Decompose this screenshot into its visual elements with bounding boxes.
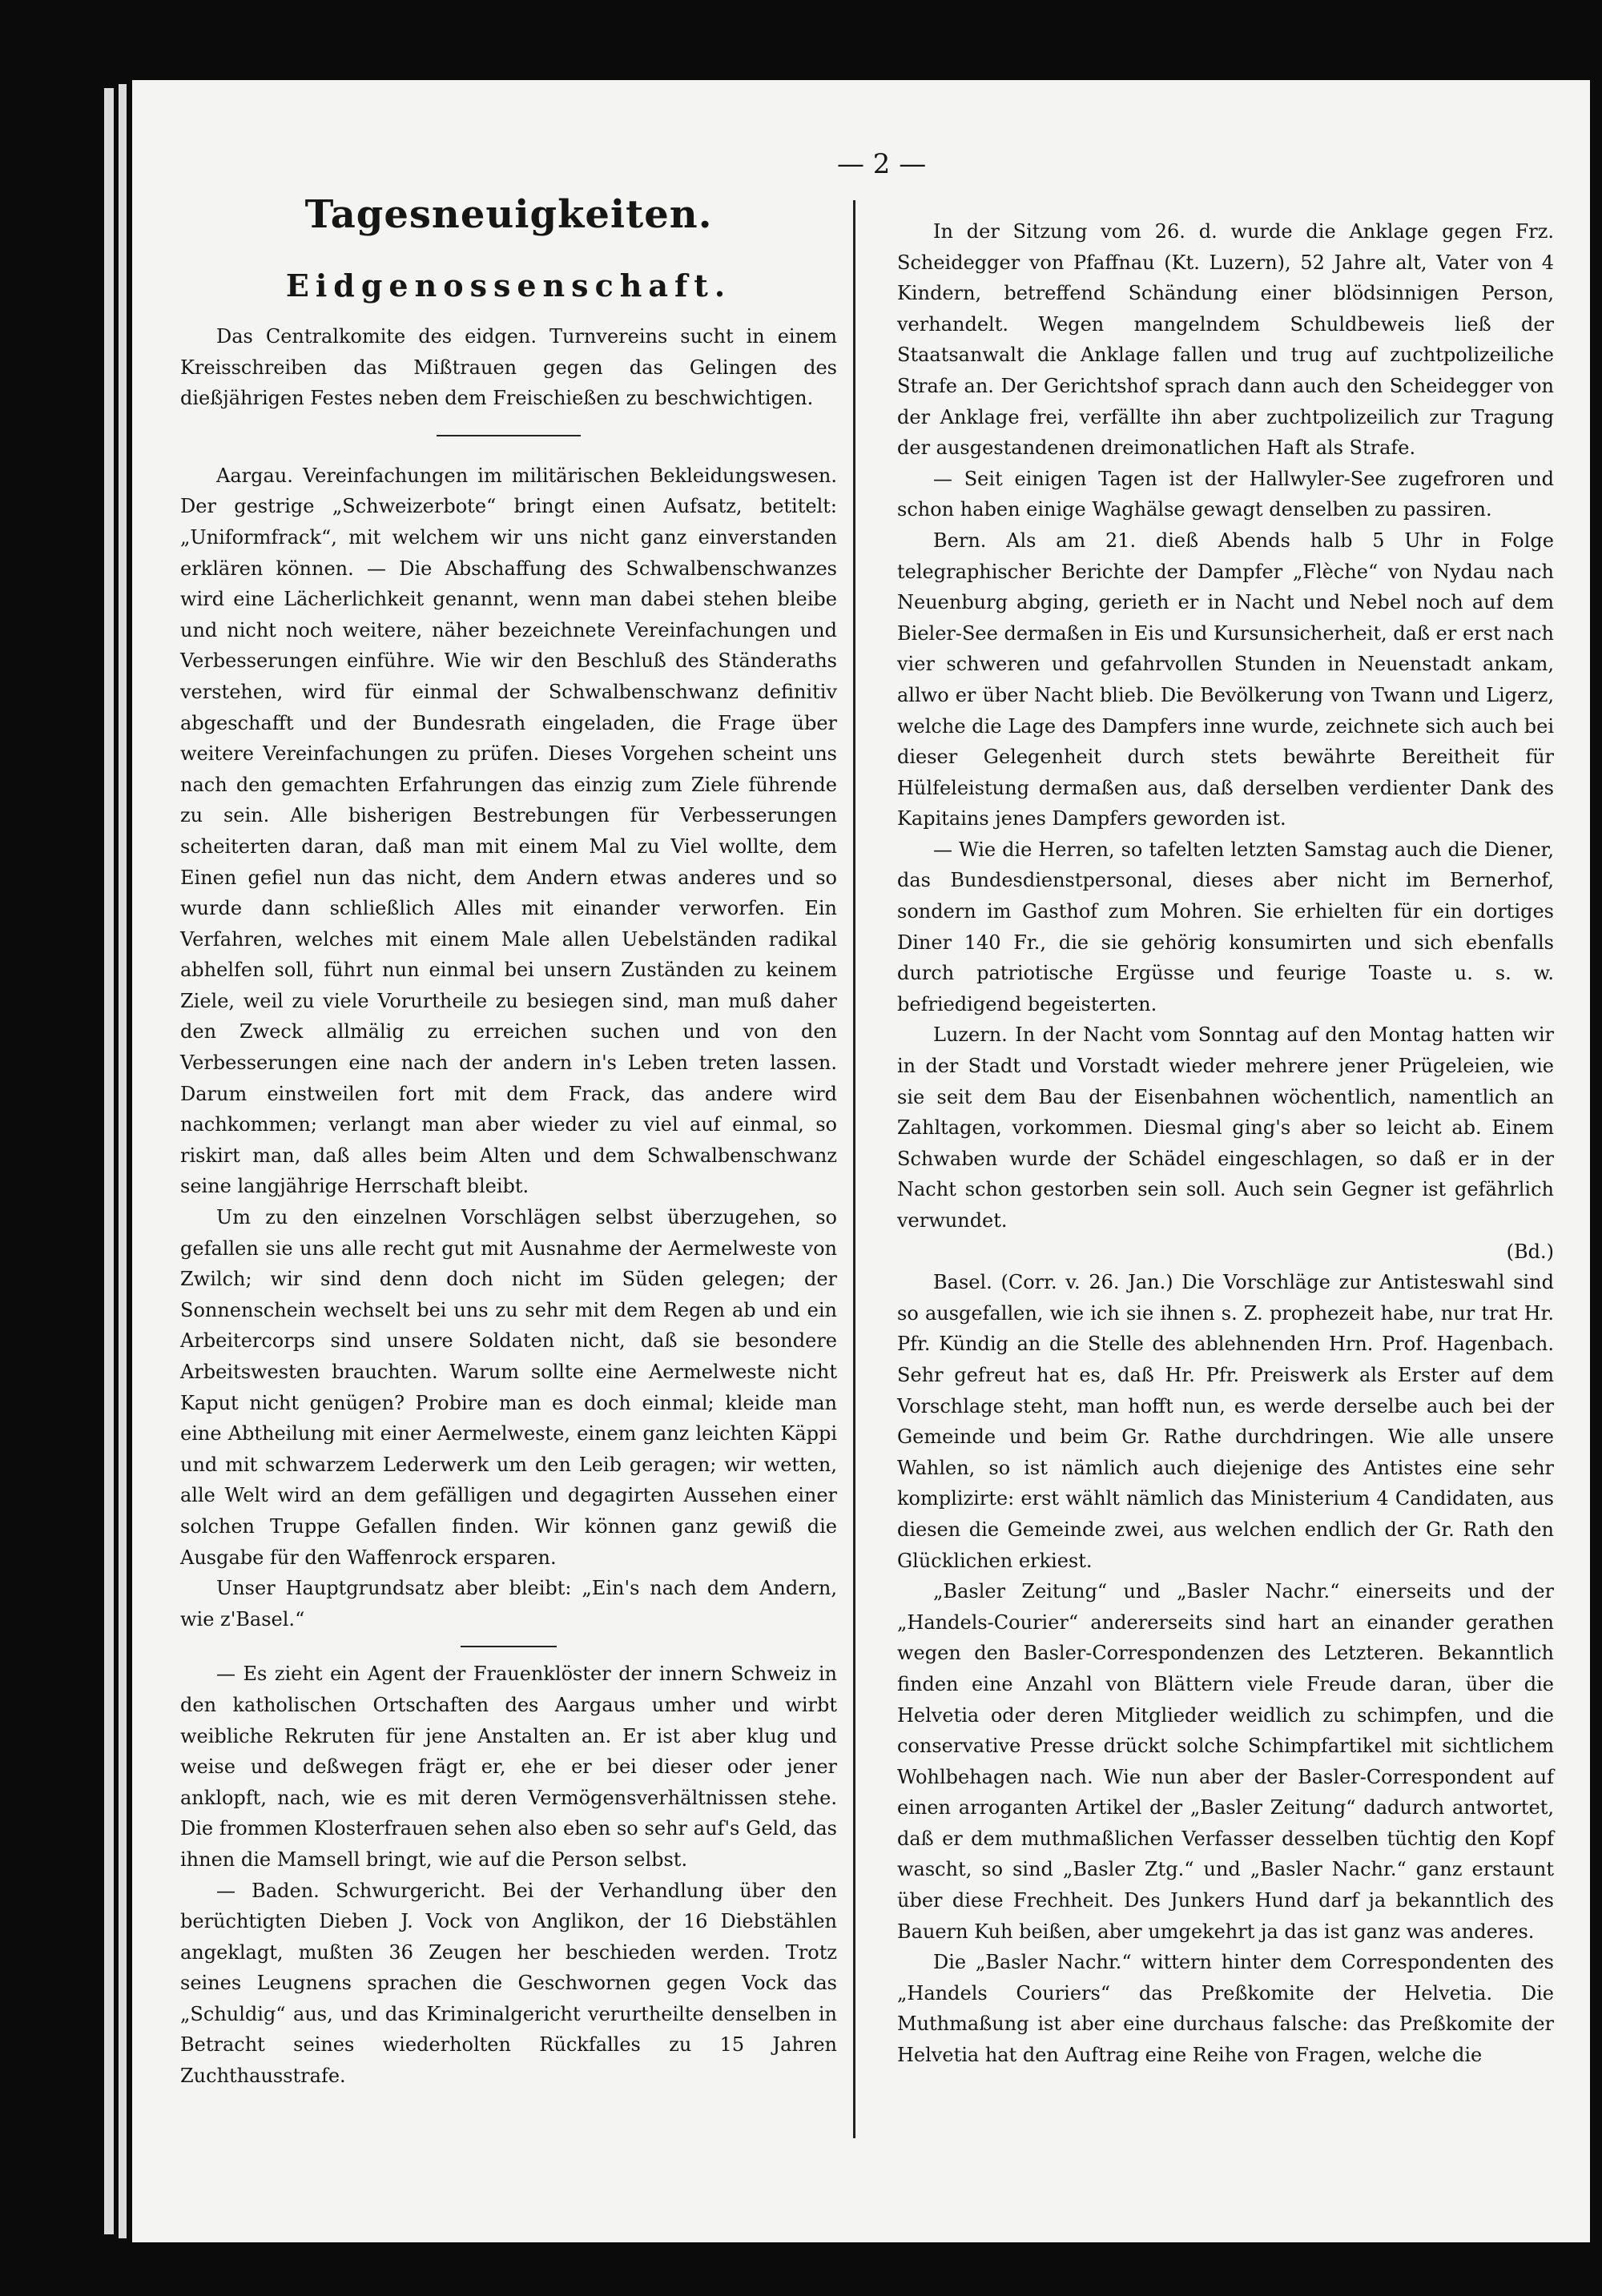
page-edge-left-2 bbox=[119, 84, 127, 2238]
article-kloester: — Es zieht ein Agent der Frauenklöster der innern Schweiz in den katholischen Ortschaften des Aargaus umher und wirbt weibliche Rekruten für jene Anstalten an. Er ist aber klug und weise und deßwegen frägt er, ehe er bei dieser oder jener anklopft, nach, wie es mit deren Vermögensverhältnissen stehe. Die frommen Klosterfrauen sehen also eben so sehr auf's Geld, das ihnen die Mamsell bringt, wie auf die Person selbst. bbox=[180, 1663, 837, 1871]
article-bundesdienst: — Wie die Herren, so tafelten letzten Samstag auch die Diener, das Bundesdienstpersonal, dieses aber nicht im Bernerhof, sondern im Gasthof zum Mohren. Sie erhielten für ein dortiges Diner 140 Fr., die sie gehörig konsumirten und sich ebenfalls durch patriotische Ergüsse und feurige Toaste u. s. w. befriedigend begeisterten. bbox=[897, 838, 1554, 1015]
article-luzern-signature: (Bd.) bbox=[1506, 1240, 1554, 1263]
left-column bbox=[180, 80, 837, 2092]
section-title: Tagesneuigkeiten. bbox=[304, 192, 713, 237]
article-luzern: Luzern. In der Nacht vom Sonntag auf den Montag hatten wir in der Stadt und Vorstadt wieder mehrere jener Prügeleien, wie sie seit dem Bau der Eisenbahnen wöchentlich, namentlich an Zahltagen, vorkommen. Diesmal ging's aber so leicht ab. Einem Schwaben wurde der Schädel eingeschlagen, so daß er in der Nacht schon gestorben sein soll. Auch sein Gegner ist gefährlich verwundet. bbox=[897, 1023, 1554, 1232]
article-basler-nachr: Die „Basler Nachr.“ wittern hinter dem Correspondenten des „Handels Couriers“ das Preßkomite der Helvetia. Die Muthmaßung ist aber eine durchaus falsche: das Preßkomite der Helvetia hat den Auftrag eine Reihe von Fragen, welche die bbox=[897, 1951, 1554, 2067]
divider bbox=[437, 435, 581, 436]
page-edge-left bbox=[104, 88, 114, 2234]
article-basler-zeitung: „Basler Zeitung“ und „Basler Nachr.“ einerseits und der „Handels-Courier“ andererseits sind hart an einander gerathen wegen den Basler-Correspondenzen des Letzteren. Bekanntlich finden eine Anzahl von Blättern viele Freude daran, über die Helvetia oder deren Mitglieder weidlich zu schimpfen, und die conservative Presse drückt solche Schimpfartikel mit sichtlichem Wohlbehagen nach. Wie nun aber der Basler-Correspondent auf einen arroganten Artikel der „Basler Zeitung“ dadurch antwortet, daß er dem muthmaßlichen Verfasser desselben tüchtig den Kopf wascht, so sind „Basler Ztg.“ und „Basler Nachr.“ ganz erstaunt über diese Frechheit. Des Junkers Hund darf ja bekanntlich des Bauern Kuh beißen, aber umgekehrt ja das ist ganz was anderes. bbox=[897, 1580, 1554, 1943]
right-column bbox=[897, 80, 1554, 2071]
divider bbox=[461, 1646, 557, 1647]
newspaper-page bbox=[132, 80, 1590, 2242]
article-aargau-cont: Um zu den einzelnen Vorschlägen selbst überzugehen, so gefallen sie uns alle recht gut mit Ausnahme der Aermelweste von Zwilch; wir sind denn doch nicht im Süden gelegen; der Sonnenschein wechselt bei uns zu sehr mit dem Regen ab und ein Arbeitercorps sind unsere Soldaten nicht, daß sie besondere Arbeitswesten brauchten. Warum sollte eine Aermelweste nicht Kaput nicht genügen? Probire man es doch einmal; kleide man eine Abtheilung mit einer Aermelweste, einem ganz leichten Käppi und mit schwarzem Lederwerk um den Leib geragen; wir wetten, alle Welt wird an dem gefälligen und degagirten Aussehen einer solchen Truppe Gefallen finden. Wir können ganz gewiß die Ausgabe für den Waffenrock ersparen. bbox=[180, 1206, 837, 1569]
section-subtitle: Eidgenossenschaft. bbox=[285, 267, 732, 304]
article-bern: Bern. Als am 21. dieß Abends halb 5 Uhr in Folge telegraphischer Berichte der Dampfer „Flèche“ von Nydau nach Neuenburg abging, gerieth er in Nacht und Nebel noch auf dem Bieler-See dermaßen in Eis und Kursunsicherheit, daß er erst nach vier schweren und gefahrvollen Stunden in Neuenstadt ankam, allwo er über Nacht blieb. Die Bevölkerung von Twann und Ligerz, welche die Lage des Dampfers inne wurde, zeichnete sich auch bei dieser Gelegenheit durch stets bewährte Bereitheit für Hülfeleistung dermaßen aus, daß derselben verdienter Dank des Kapitains jenes Dampfers geworden ist. bbox=[897, 529, 1554, 830]
article-basel: Basel. (Corr. v. 26. Jan.) Die Vorschläge zur Antisteswahl sind so ausgefallen, wie ich sie ihnen s. Z. prophezeit habe, nur trat Hr. Pfr. Kündig an die Stelle des ablehnenden Hrn. Prof. Hagenbach. Sehr gefreut hat es, daß Hr. Pfr. Preiswerk als Erster auf dem Vorschlage steht, man hofft nun, es werde derselbe auch bei der Gemeinde und beim Gr. Rathe durchdringen. Wie alle unsere Wahlen, so ist nämlich auch diejenige des Antistes eine sehr komplizirte: erst wählt nämlich das Ministerium 4 Candidaten, aus diesen die Gemeinde zwei, aus welchen endlich der Gr. Rath den Glücklichen erkiest. bbox=[897, 1271, 1554, 1572]
article-baden: — Baden. Schwurgericht. Bei der Verhandlung über den berüchtigten Dieben J. Vock von Anglikon, der 16 Diebstählen angeklagt, mußten 36 Zeugen her beschieden werden. Trotz seines Leugnens sprachen die Geschwornen gegen Vock das „Schuldig“ aus, und das Kriminalgericht verurtheilte denselben in Betracht seines wiederholten Rückfalles zu 15 Jahren Zuchthausstrafe. bbox=[180, 1879, 837, 2088]
article-turnverein: Das Centralkomite des eidgen. Turnvereins sucht in einem Kreisschreiben das Mißtrauen gegen das Gelingen des dießjährigen Festes neben dem Freischießen zu beschwichtigen. bbox=[180, 325, 837, 410]
article-hallwyler: — Seit einigen Tagen ist der Hallwyler-See zugefroren und schon haben einige Waghälse gewagt denselben zu passiren. bbox=[897, 467, 1554, 521]
article-aargau-end: Unser Hauptgrundsatz aber bleibt: „Ein's nach dem Andern, wie z'Basel.“ bbox=[180, 1577, 837, 1631]
article-gericht: In der Sitzung vom 26. d. wurde die Anklage gegen Frz. Scheidegger von Pfaffnau (Kt. Luzern), 52 Jahre alt, Vater von 4 Kindern, betreffend Schändung einer blödsinnigen Person, verhandelt. Wegen mangelndem Schuldbeweis ließ der Staatsanwalt die Anklage fallen und trug auf zuchtpolizeiliche Strafe an. Der Gerichtshof sprach dann auch den Scheidegger von der Anklage frei, verfällte ihn aber zuchtpolizeilich zur Tragung der ausgestandenen dreimonatlichen Haft als Strafe. bbox=[897, 220, 1554, 460]
article-aargau: Aargau. Vereinfachungen im militärischen Bekleidungswesen. Der gestrige „Schweizerbote“ bringt einen Aufsatz, betitelt: „Uniformfrack“, mit welchem wir uns nicht ganz einverstanden erklären können. — Die Abschaffung des Schwalbenschwanzes wird eine Lächerlichkeit genannt, wenn man dabei stehen bleibe und nicht noch weitere, näher bezeichnete Vereinfachungen und Verbesserungen einführe. Wie wir den Beschluß des Ständeraths verstehen, wird für einmal der Schwalbenschwanz definitiv abgeschafft und der Bundesrath eingeladen, die Frage über weitere Vereinfachungen zu prüfen. Dieses Vorgehen scheint uns nach den gemachten Erfahrungen das einzig zum Ziele führende zu sein. Alle bisherigen Bestrebungen für Verbesserungen scheiterten daran, daß man mit einem Mal zu Viel wollte, dem Einen gefiel nun das nicht, dem Andern etwas anderes und so wurde dann schließlich Alles mit einander verworfen. Ein Verfahren, welches mit einem Male allen Uebelständen radikal abhelfen soll, führt nun einmal bei unsern Zuständen zu keinem Ziele, weil zu viele Vorurtheile zu besiegen sind, man muß daher den Zweck allmälig zu erreichen suchen und von den Verbesserungen eine nach der andern in's Leben treten lassen. Darum einstweilen fort mit dem Frack, das andere wird nachkommen; verlangt man aber wieder zu viel auf einmal, so riskirt man, daß alles beim Alten und dem Schwalbenschwanz seine langjährige Herrschaft bleibt. bbox=[180, 464, 837, 1198]
column-rule bbox=[853, 200, 855, 2138]
page-number: — 2 — bbox=[837, 148, 927, 180]
